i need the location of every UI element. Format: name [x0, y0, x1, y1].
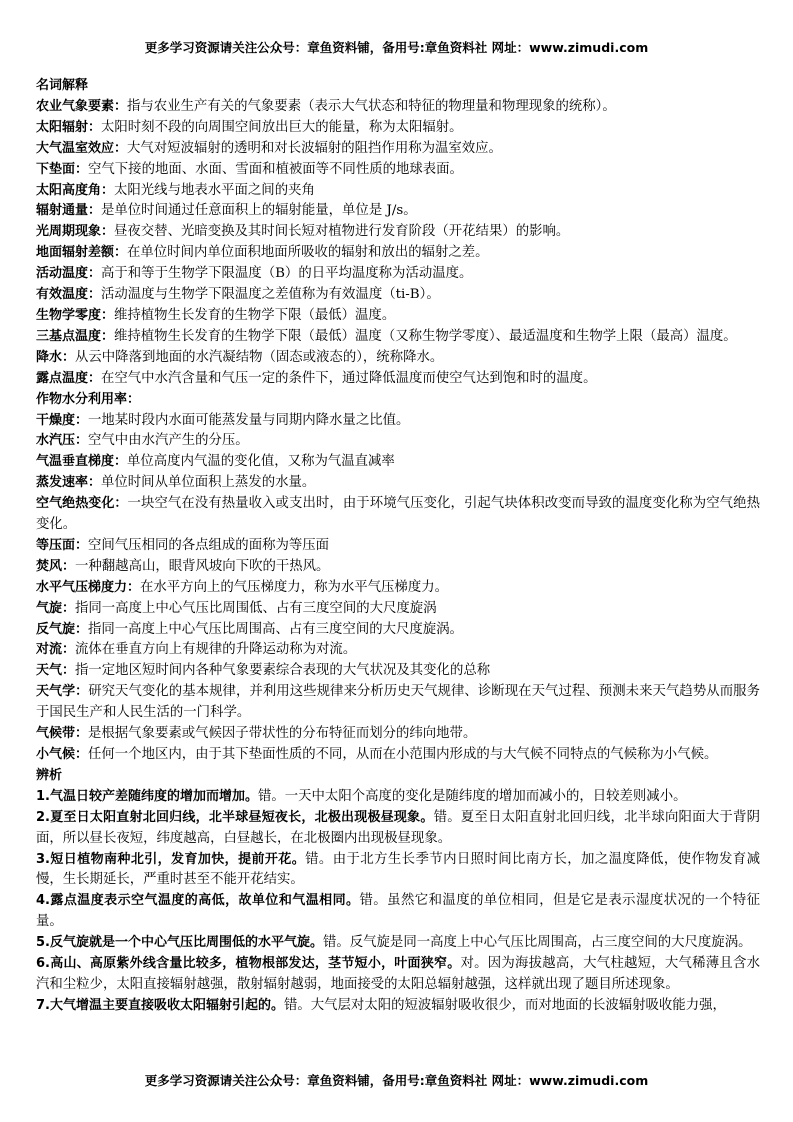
analysis-answer: 错。一天中太阳个高度的变化是随纬度的增加而减小的，日较差则减小。 — [257, 788, 687, 804]
definition-term: 空气绝热变化： — [36, 496, 128, 512]
definition-term: 生物学零度： — [36, 307, 115, 323]
analysis-statement: 1.气温日较产差随纬度的增加而增加。 — [36, 788, 258, 804]
section-title-definitions: 名词解释 — [36, 78, 89, 93]
definition-text: 单位高度内气温的变化值，又称为气温直减率 — [127, 454, 395, 470]
analysis-statement: 6.高山、高原紫外线含量比较多，植物根部发达，茎节短小，叶面狭窄。 — [36, 956, 461, 972]
definition-text: 在水平方向上的气压梯度力，称为水平气压梯度力。 — [140, 579, 448, 595]
definition-term: 露点温度： — [36, 370, 102, 386]
analysis-statement: 2.夏至日太阳直射北回归线，北半球昼短夜长，北极出现极昼现象。 — [36, 809, 434, 825]
analysis-answer: 对。因为海拔越高，大气柱越短，大气稀薄且含水汽和尘粒少，太阳直接辐射越强，散射辐射越弱，地面接受的太阳总辐射越强，这样就出现了题目所述现象。 — [36, 956, 760, 992]
definition-text: 指同一高度上中心气压比周围高、占有三度空间的大尺度旋涡。 — [88, 621, 463, 637]
analysis-item — [36, 933, 760, 954]
page-footer-banner: 更多学习资源请关注公众号：章鱼资料铺，备用号:章鱼资料社 网址：www.zimudi.com — [144, 1073, 649, 1088]
definition-entry — [36, 181, 760, 202]
definition-text: 维持植物生长发育的生物学下限（最低）温度。 — [114, 307, 396, 323]
definition-term: 水汽压： — [36, 433, 89, 449]
definition-entry — [36, 285, 760, 306]
definition-term: 天气学： — [36, 684, 89, 700]
definition-term: 天气： — [36, 663, 76, 679]
definition-entry — [36, 578, 760, 599]
definition-entry — [36, 661, 760, 682]
definitions-list-2 — [36, 411, 760, 766]
definition-term: 光周期现象： — [36, 224, 115, 240]
definition-text: 任何一个地区内，由于其下垫面性质的不同，从而在小范围内形成的与大气候不同特点的气候称为小气候。 — [88, 747, 718, 762]
definition-entry — [36, 745, 760, 766]
definition-text: 在单位时间内单位面积地面所吸收的辐射和放出的辐射之差。 — [127, 245, 489, 261]
section-title-analysis: 辨析 — [36, 767, 63, 783]
definition-entry — [36, 306, 760, 327]
definition-text: 从云中降落到地面的水汽凝结物（固态或液态的），统称降水。 — [75, 349, 444, 365]
definition-text: 空间气压相同的各点组成的面称为等压面 — [88, 537, 330, 553]
analysis-item — [36, 850, 760, 892]
definition-text: 大气对短波辐射的透明和对长波辐射的阻挡作用称为温室效应。 — [127, 140, 502, 156]
definition-text: 一种翻越高山，眼背风坡向下吹的干热风。 — [75, 558, 330, 574]
definition-term: 反气旋： — [36, 621, 89, 637]
definition-entry — [36, 222, 760, 243]
analysis-answer: 错。虽然它和温度的单位相同，但是它是表示湿度状况的一个特征量。 — [36, 893, 761, 930]
definition-entry — [36, 201, 760, 222]
definition-term: 三基点温度： — [36, 328, 115, 344]
definition-entry — [36, 452, 760, 473]
definition-text: 单位时间从单位面积上蒸发的水量。 — [101, 475, 316, 491]
definition-term: 水平气压梯度力： — [36, 579, 141, 595]
definition-text: 高于和等于生物学下限温度（B）的日平均温度称为活动温度。 — [101, 266, 473, 282]
definition-text: 在空气中水汽含量和气压一定的条件下，通过降低温度而使空气达到饱和时的温度。 — [101, 370, 597, 386]
definition-text: 太阳光线与地表水平面之间的夹角 — [114, 182, 315, 198]
definition-term: 太阳辐射： — [36, 119, 102, 135]
definition-term: 农业气象要素： — [36, 98, 128, 114]
definition-entry — [36, 327, 760, 348]
definition-text: 指与农业生产有关的气象要素（表示大气状态和特征的物理量和物理现象的统称）。 — [127, 98, 616, 114]
analysis-item — [36, 787, 760, 808]
definition-term: 小气候： — [36, 747, 89, 762]
definition-entry — [36, 431, 760, 452]
definition-term: 对流： — [36, 642, 76, 658]
analysis-answer: 错。由于北方生长季节内日照时间比南方长，加之温度降低，使作物发育减慢，生长期延长，严重时甚至不能开花结实。 — [36, 851, 760, 888]
analysis-answer: 错。大气层对太阳的短波辐射吸收很少，而对地面的长波辐射吸收能力强， — [283, 997, 726, 1013]
definition-entry — [36, 243, 760, 264]
definition-text: 空气下接的地面、水面、雪面和植被面等不同性质的地球表面。 — [88, 161, 463, 177]
definition-term: 干燥度： — [36, 412, 89, 428]
definition-term: 活动温度： — [36, 266, 102, 282]
definition-entry — [36, 348, 760, 369]
definition-text: 是根据气象要素或气候因子带状性的分布特征而划分的纬向地带。 — [88, 726, 477, 742]
page-header-banner: 更多学习资源请关注公众号：章鱼资料铺，备用号:章鱼资料社 网址：www.zimudi.com — [144, 40, 649, 55]
definition-text: 指同一高度上中心气压比周围低、占有三度空间的大尺度旋涡 — [75, 600, 437, 616]
analysis-statement: 4.露点温度表示空气温度的高低，故单位和气温相同。 — [36, 893, 360, 909]
definition-term: 等压面： — [36, 537, 89, 553]
definition-entry — [36, 118, 760, 139]
definition-term: 降水： — [36, 349, 76, 365]
definition-text: 研究天气变化的基本规律，并利用这些规律来分析历史天气规律、诊断现在天气过程、预测未来天气趋势从而服务于国民生产和人民生活的一门科学。 — [36, 684, 760, 721]
definition-entry — [36, 599, 760, 620]
analysis-list — [36, 787, 760, 1017]
analysis-answer: 错。夏至日太阳直射北回归线，北半球向阳面大于背阴面，所以昼长夜短，纬度越高，白昼越长，在北极圈内出现极昼现象。 — [36, 809, 761, 846]
definition-entry — [36, 411, 760, 432]
definition-text: 维持植物生长发育的生物学下限（最低）温度（又称生物学零度）、最适温度和生物学上限（最高）温度。 — [114, 328, 737, 344]
definition-term: 有效温度： — [36, 287, 102, 303]
definition-entry — [36, 369, 760, 390]
definition-entry — [36, 682, 760, 724]
definition-entry — [36, 536, 760, 557]
definition-entry — [36, 724, 760, 745]
definition-entry — [36, 97, 760, 118]
analysis-item — [36, 954, 760, 996]
definition-text: 昼夜交替、光暗变换及其时间长短对植物进行发育阶段（开花结果）的影响。 — [114, 224, 570, 240]
analysis-statement: 3.短日植物南种北引，发育加快，提前开花。 — [36, 851, 306, 867]
section-title-water-use: 作物水分利用率： — [36, 391, 141, 407]
definition-entry — [36, 557, 760, 578]
definition-entry — [36, 160, 760, 181]
definition-term: 气旋： — [36, 600, 76, 616]
definition-entry — [36, 473, 760, 494]
definition-term: 气候带： — [36, 726, 89, 742]
definition-text: 指一定地区短时间内各种气象要素综合表现的大气状况及其变化的总称 — [75, 663, 491, 679]
definition-text: 太阳时刻不段的向周围空间放出巨大的能量，称为太阳辐射。 — [101, 119, 463, 135]
definition-term: 气温垂直梯度： — [36, 454, 128, 470]
definition-text: 一地某时段内水面可能蒸发量与同期内降水量之比值。 — [88, 412, 410, 428]
definition-term: 下垫面： — [36, 161, 89, 177]
analysis-statement: 7.大气增温主要直接吸收太阳辐射引起的。 — [36, 997, 284, 1013]
document-body — [36, 76, 760, 1017]
definition-term: 太阳高度角： — [36, 182, 115, 198]
definition-term: 焚风： — [36, 558, 76, 574]
analysis-item — [36, 891, 760, 933]
definition-term: 辐射通量： — [36, 203, 102, 219]
definition-term: 大气温室效应： — [36, 140, 128, 156]
definition-entry — [36, 494, 760, 536]
definition-entry — [36, 264, 760, 285]
analysis-item — [36, 808, 760, 850]
definition-text: 一块空气在没有热量收入或支出时，由于环境气压变化，引起气块体积改变而导致的温度变化称为空气绝热变化。 — [36, 496, 760, 533]
definition-entry — [36, 139, 760, 160]
definition-text: 是单位时间通过任意面积上的辐射能量，单位是 J/s。 — [101, 203, 417, 219]
definition-term: 地面辐射差额： — [36, 245, 128, 261]
analysis-statement: 5.反气旋就是一个中心气压比周围低的水平气旋。 — [36, 935, 323, 951]
definition-text: 活动温度与生物学下限温度之差值称为有效温度（ti-B）。 — [101, 287, 440, 303]
definition-entry — [36, 620, 760, 641]
definition-term: 蒸发速率： — [36, 475, 102, 491]
analysis-item — [36, 996, 760, 1017]
definition-entry — [36, 640, 760, 661]
definitions-list — [36, 97, 760, 390]
definition-text: 流体在垂直方向上有规律的升降运动称为对流。 — [75, 642, 357, 658]
analysis-answer: 错。反气旋是同一高度上中心气压比周围高，占三度空间的大尺度旋涡。 — [322, 935, 752, 951]
definition-text: 空气中由水汽产生的分压。 — [88, 433, 249, 449]
